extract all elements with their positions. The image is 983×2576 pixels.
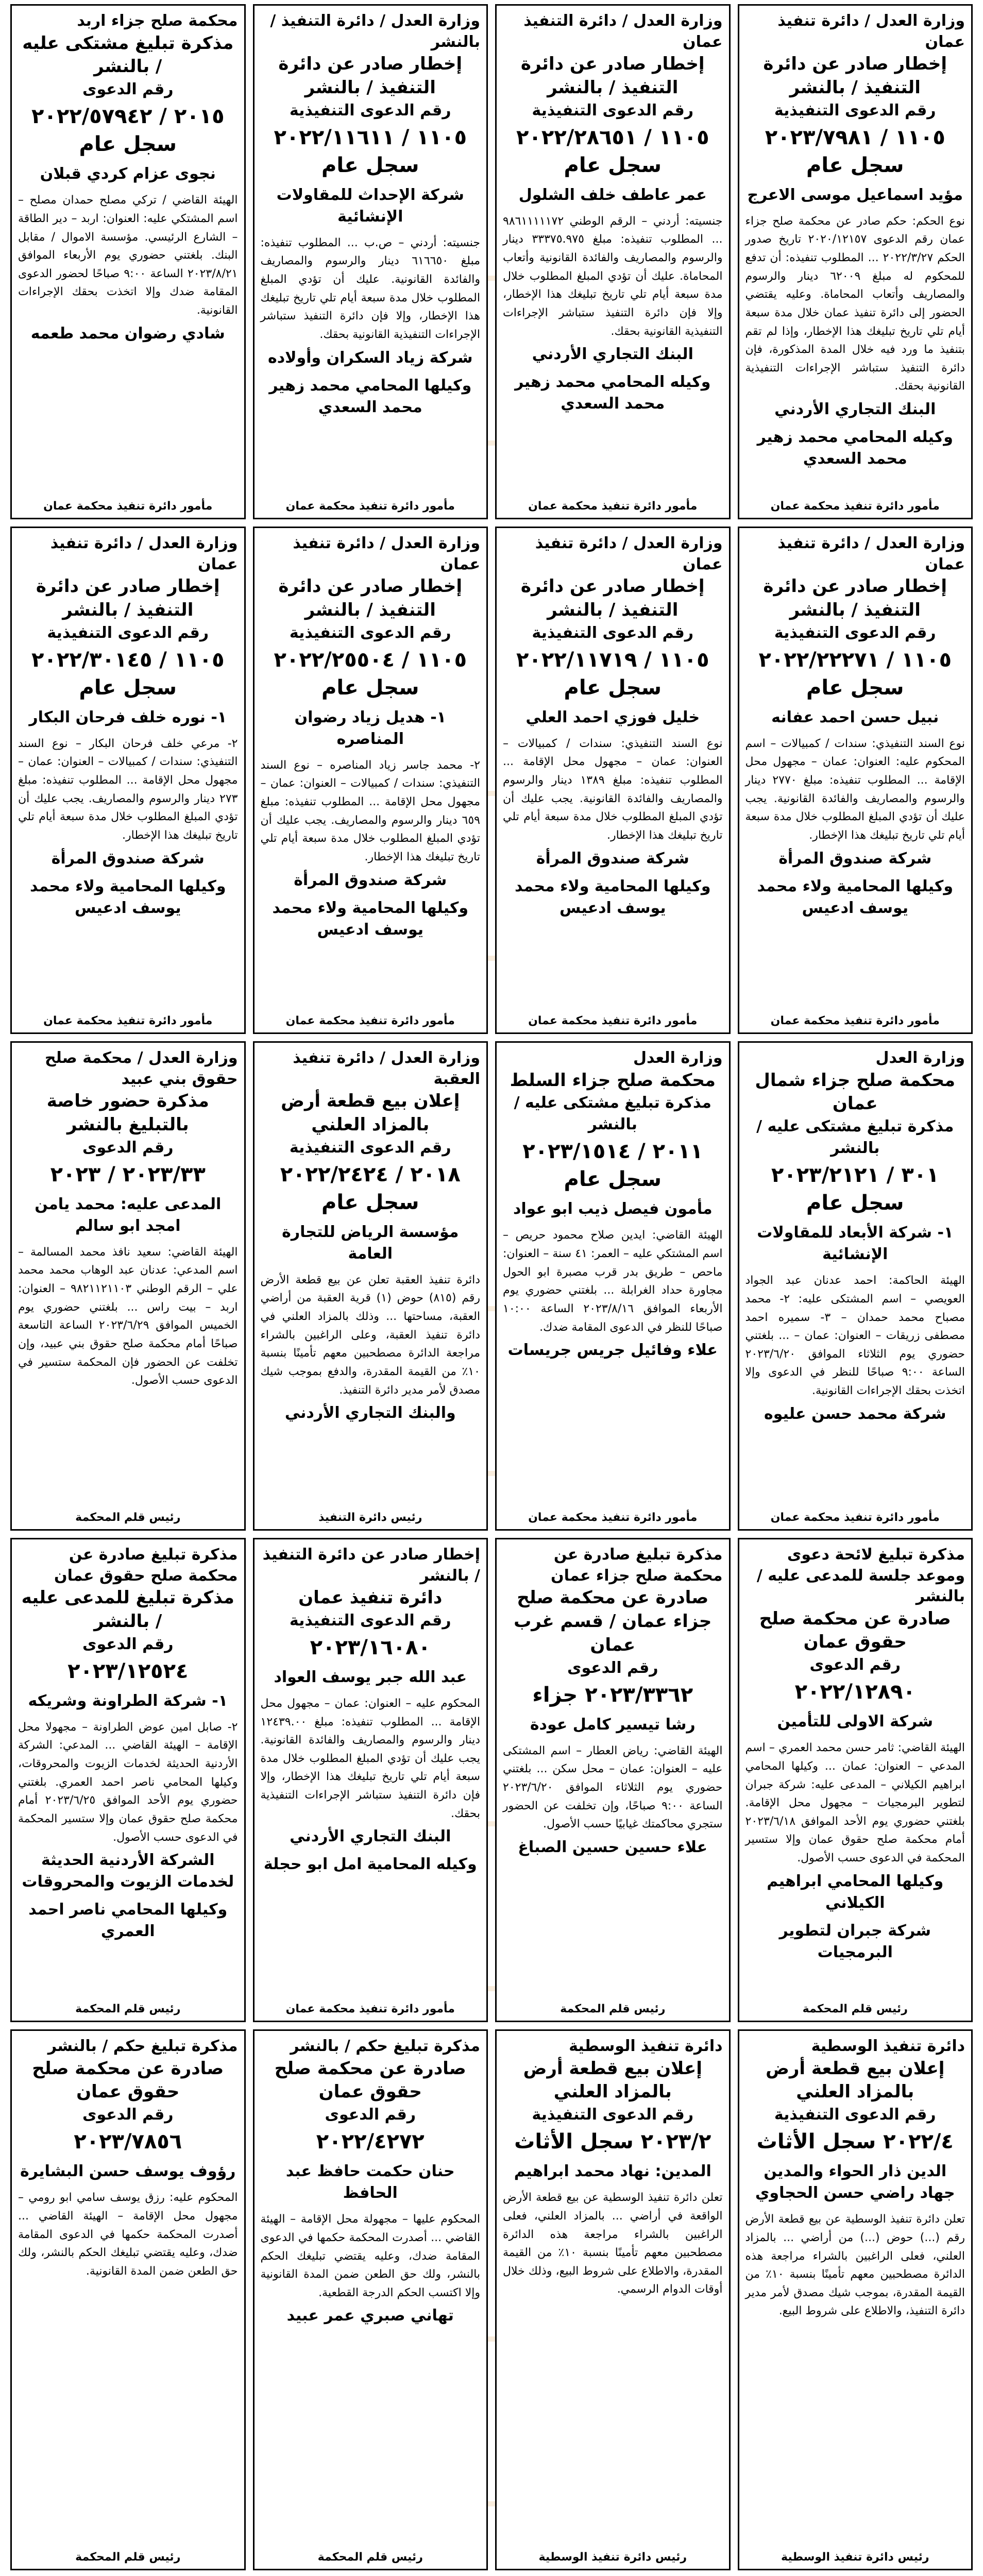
notice-body: تعلن دائرة تنفيذ الوسطية عن بيع قطعة الأرض رقم (...) حوض (...) من أراضي ... بالمزاد العلني، فعلى الراغبين بالشراء مراجعة هذه الدائرة مصطحبين معهم تأمينًا بنسبة ١٠٪ من القيمة المقدرة، بموجب شيك مصدق لأمر مدير دائرة التنفيذ، والاطلاع على شروط البيع. (745, 2213, 965, 2318)
case-number: ٢٠١١ / ٢٠٢٣/١٥١٤ سجل عام (522, 1140, 703, 1192)
notices-grid (10, 4, 973, 2570)
notice-subtitle: مذكرة تبليغ مشتكى عليه / بالنشر (514, 1094, 711, 1134)
notice-footer: رئيس دائرة تنفيذ الوسطية (538, 2551, 687, 2564)
case-number: ١١٠٥ / ٢٠٢٢/١١٧١٩ سجل عام (516, 648, 709, 700)
notice-body: جنسيته: أردني – ص.ب ... المطلوب تنفيذه: مبلغ ٦١٦٦٥٠ دينار والرسوم والمصاريف والفائدة القانونية. عليك أن تؤدي المبلغ المطلوب خلال مدة سبعة أيام تلي تاريخ تبليغك هذا الإخطار، وإلا فإن دائرة التنفيذ ستباشر الإجراءات التنفيذية القانونية بحقك. (260, 236, 480, 341)
notice-header: وزارة العدل / دائرة تنفيذ العقبة (293, 1049, 480, 1088)
notice-body: الهيئة القاضي: رياض العطار – اسم المشتكى عليه – العنوان: عمان – محل سكن ... بلغتني حضوري يوم الثلاثاء الموافق ٢٠٢٣/٦/٢٠ الساعة ٩:٠٠ صباحًا، وإن تخلفت عن الحضور ستجري محاكمتك غيابيًا حسب الأصول. (503, 1744, 723, 1831)
party-name: المدعى عليه: محمد يامن امجد ابو سالم (35, 1195, 222, 1235)
notice-title: إخطار صادر عن دائرة التنفيذ / بالنشر (520, 54, 705, 98)
creditor-name: شركة صندوق المرأة (778, 849, 932, 868)
party-name: مؤيد اسماعيل موسى الاعرج (747, 185, 963, 204)
notice-title: إخطار صادر عن دائرة التنفيذ / بالنشر (278, 54, 463, 98)
case-number: ١١٠٥ / ٢٠٢٢/٢٥٥٠٤ سجل عام (274, 648, 467, 700)
lawyer-name: وكيله المحامي محمد زهير محمد السعدي (757, 428, 953, 468)
notice-subtitle: رقم الدعوى (82, 2106, 174, 2124)
notice-body: تعلن دائرة تنفيذ الوسطية عن بيع قطعة الأرض الواقعة في أراضي ... بالمزاد العلني، فعلى الراغبين بالشراء مراجعة هذه الدائرة مصطحبين معهم تأمينًا بنسبة ١٠٪ من القيمة المقدرة، والاطلاع على شروط البيع، وذلك خلال أوقات الدوام الرسمي. (503, 2191, 723, 2296)
notice-body: الهيئة القاضي: سعيد نافذ محمد المسالمة – اسم المدعي: عدنان عبد الوهاب محمد محمد علي – الرقم الوطني ٩٨٢١١٢١١٠٣ – العنوان: اربد – بيت راس ... بلغتني حضوري يوم الخميس الموافق ٢٠٢٣/٦/٢٩ الساعة التاسعة صباحًا أمام محكمة صلح حقوق بني عبيد، وإن تخلفت عن الحضور فإن المحكمة ستسير في الدعوى حسب الأصول. (18, 1245, 238, 1387)
notice-subtitle: رقم الدعوى التنفيذية (289, 623, 451, 642)
notice-footer: رئيس قلم المحكمة (75, 2551, 181, 2564)
notice-footer: مأمور دائرة تنفيذ محكمة عمان (43, 500, 213, 513)
notice-subtitle: رقم الدعوى (82, 1635, 174, 1653)
party-name: عبد الله جبر يوسف العواد (274, 1668, 467, 1686)
notice-footer: رئيس دائرة التنفيذ (318, 1511, 422, 1524)
notice-title: إخطار صادر عن دائرة التنفيذ / بالنشر (520, 576, 705, 620)
notice-title: إخطار صادر عن دائرة التنفيذ / بالنشر (278, 576, 463, 620)
notice-body: المحكوم عليه – العنوان: عمان – مجهول محل الإقامة ... المطلوب تنفيذه: مبلغ ١٢٤٣٩.٠٠ دينار والرسوم والمصاريف والفائدة القانونية. يجب عليك أن تؤدي المبلغ المطلوب خلال مدة سبعة أيام تلي تاريخ تبليغك هذا الإخطار، وإلا فإن دائرة التنفيذ ستباشر الإجراءات التنفيذية بحقك. (260, 1697, 480, 1820)
notice-body: المحكوم عليها – مجهولة محل الإقامة – الهيئة القاضي ... أصدرت المحكمة حكمها في الدعوى المقامة ضدك، وعليه يقتضي تبليغك الحكم بالنشر، ولك حق الطعن ضمن المدة القانونية وإلا اكتسب الحكم الدرجة القطعية. (260, 2213, 480, 2299)
creditor-name: تهاني صبري عمر عبيد (286, 2307, 454, 2325)
notice-title: إخطار صادر عن دائرة التنفيذ / بالنشر (763, 576, 947, 620)
party-name: ١- شركة الطراونة وشريكه (28, 1691, 228, 1710)
lawyer-name: وكيلها المحامية ولاء محمد يوسف ادعيس (272, 899, 468, 939)
notice-title: صادرة عن محكمة صلح حقوق عمان (759, 1608, 951, 1653)
notice-subtitle: رقم الدعوى التنفيذية (532, 623, 694, 642)
case-number: ١١٠٥ / ٢٠٢٢/٢٢٢٧١ سجل عام (758, 648, 952, 700)
lawyer-name: شركة جبران لتطوير البرمجيات (779, 1921, 931, 1961)
notice-body: الهيئة الحاكمة: احمد عدنان عبد الجواد العويصي – اسم المشتكى عليه: ٢- محمد مصباح محمد حمدان – ٣- سميره احمد مصطفى زريقات – العنوان: عمان – ... بلغتني حضوري يوم الثلاثاء الموافق ٢٠٢٣/٦/٢٠ الساعة ٩:٠٠ صباحًا للنظر في الدعوى وإلا اتخذت بحقك الإجراءات القانونية. (745, 1274, 965, 1398)
notice-body: الهيئة القاضي: ثامر حسن محمد العمري – اسم المدعي – العنوان: عمان ... وكيلها المحامي ابراهيم الكيلاني – المدعى عليه: شركة جبران لتطوير البرمجيات – مجهول محل الإقامة. بلغتني حضوري يوم الأحد الموافق ٢٠٢٣/٦/١٨ أمام محكمة صلح حقوق عمان وإلا ستسير المحكمة في الدعوى حسب الأصول. (745, 1741, 965, 1865)
notice-card (738, 527, 973, 1034)
case-number: ٢٠٢٢/١٢٨٩٠ (794, 1680, 916, 1704)
party-name: رشا تيسير كامل عودة (530, 1715, 696, 1734)
case-number: ١١٠٥ / ٢٠٢٣/٧٩٨١ سجل عام (765, 125, 945, 177)
notice-footer: مأمور دائرة تنفيذ محكمة عمان (770, 1511, 940, 1524)
notice-card (10, 4, 246, 519)
notice-title: إعلان بيع قطعة أرض بالمزاد العلني (523, 2058, 702, 2103)
notice-card (495, 2029, 731, 2570)
notice-header: دائرة تنفيذ الوسطية (811, 2037, 965, 2055)
notice-header: وزارة العدل / دائرة التنفيذ / بالنشر (270, 12, 480, 51)
party-name: خليل فوزي احمد العلي (526, 708, 700, 726)
notice-subtitle: رقم الدعوى التنفيذية (774, 623, 936, 642)
notice-header: وزارة العدل / دائرة تنفيذ عمان (535, 534, 723, 573)
creditor-name: علاء حسين حسين الصباغ (518, 1838, 708, 1856)
notice-header: مذكرة تبليغ حكم / بالنشر (47, 2037, 238, 2055)
notice-card (495, 1041, 731, 1531)
party-name: ١- شركة الأبعاد للمقاولات الإنشائية (757, 1224, 954, 1264)
creditor-name: البنك التجاري الأردني (532, 345, 693, 364)
notice-title: إخطار صادر عن دائرة التنفيذ / بالنشر (763, 54, 947, 98)
case-number: ٢٠٢٢/٤٢٧٢ (316, 2130, 425, 2154)
notice-header: وزارة العدل (633, 1049, 723, 1067)
notice-footer: رئيس قلم المحكمة (560, 2003, 666, 2015)
notice-footer: مأمور دائرة تنفيذ محكمة عمان (43, 1014, 213, 1027)
notice-footer: مأمور دائرة تنفيذ محكمة عمان (770, 1014, 940, 1027)
notice-card (10, 2029, 246, 2570)
creditor-name: والبنك التجاري الأردني (284, 1404, 456, 1422)
notice-header: وزارة العدل / دائرة تنفيذ عمان (293, 534, 480, 573)
notice-card (253, 527, 488, 1034)
party-name: ١- نوره خلف فرحان البكار (29, 708, 227, 726)
notice-subtitle: رقم الدعوى التنفيذية (47, 623, 209, 642)
notice-card (495, 527, 731, 1034)
notice-body: نوع الحكم: حكم صادر عن محكمة صلح جزاء عمان رقم الدعوى ٢٠٢٠/١٢١٥٧ تاريخ صدور الحكم ٢٠٢٢/٣/٢٧ ... المطلوب تنفيذه: أن تدفع للمحكوم له مبلغ ٦٢٠٠٩ دينار والرسوم والمصاريف وأتعاب المحاماة. وعليه يقتضي الحضور إلى دائرة تنفيذ عمان خلال مدة سبعة أيام تلي تاريخ تبليغك هذا الإخطار، وإذا لم تقم بتنفيذ ما ورد فيه خلال المدة المذكورة، فإن دائرة التنفيذ ستباشر الإجراءات التنفيذية القانونية بحقك. (745, 214, 965, 393)
notice-subtitle: رقم الدعوى التنفيذية (532, 2106, 694, 2124)
creditor-name: شركة صندوق المرأة (536, 849, 689, 868)
case-number: ٢٠٢٣/١٦٠٨٠ (310, 1635, 431, 1659)
notice-card (253, 1538, 488, 2022)
notice-card (495, 1538, 731, 2022)
notice-card (253, 4, 488, 519)
notice-subtitle: رقم الدعوى (567, 1658, 658, 1677)
notice-title: محكمة صلح جزاء شمال عمان (755, 1070, 956, 1114)
party-name: عمر عاطف خلف الشلول (518, 185, 707, 204)
notice-header: وزارة العدل / دائرة تنفيذ عمان (50, 534, 238, 573)
case-number: ٢٠٢٣/٢ سجل الأثاث (514, 2130, 711, 2154)
creditor-name: شادي رضوان محمد طعمه (30, 324, 225, 343)
notice-title: دائرة تنفيذ عمان (298, 1587, 443, 1608)
party-name: نبيل حسن احمد عفانه (771, 708, 939, 726)
notice-subtitle: رقم الدعوى التنفيذية (774, 101, 936, 120)
notice-header: محكمة صلح جزاء اربد (77, 12, 238, 30)
party-name: مؤسسة الرياض للتجارة العامة (282, 1223, 459, 1263)
notice-footer: مأمور دائرة تنفيذ محكمة عمان (528, 500, 698, 513)
notice-header: مذكرة تبليغ صادرة عن محكمة صلح جزاء عمان (550, 1546, 723, 1585)
notice-subtitle: رقم الدعوى (325, 2106, 416, 2124)
lawyer-name: وكيله المحامي محمد زهير محمد السعدي (515, 373, 711, 413)
creditor-name: شركة محمد حسن عليوه (764, 1404, 946, 1423)
notice-title: مذكرة تبليغ للمدعى عليه / بالنشر (21, 1587, 234, 1632)
notice-title: إعلان بيع قطعة أرض بالمزاد العلني (766, 2058, 945, 2103)
notice-header: وزارة العدل (875, 1049, 965, 1067)
notice-footer: مأمور دائرة تنفيذ محكمة عمان (528, 1014, 698, 1027)
lawyer-name: وكيلها المحامية ولاء محمد يوسف ادعيس (514, 877, 711, 917)
case-number: ٢٠٢٢/٤ سجل الأثاث (756, 2130, 954, 2154)
notice-card (738, 1041, 973, 1531)
lawyer-name: وكيلها المحامي محمد زهير محمد السعدي (269, 376, 472, 416)
notice-header: وزارة العدل / دائرة تنفيذ عمان (777, 12, 965, 51)
party-name: نجوى عزام كردي قبلان (40, 165, 216, 183)
notice-card (10, 1538, 246, 2022)
notice-footer: رئيس قلم المحكمة (317, 2551, 423, 2564)
notice-footer: رئيس قلم المحكمة (75, 2003, 181, 2015)
notice-footer: رئيس قلم المحكمة (802, 2003, 908, 2015)
notice-subtitle: رقم الدعوى التنفيذية (289, 1611, 451, 1630)
notice-footer: مأمور دائرة تنفيذ محكمة عمان (770, 500, 940, 513)
notice-header: مذكرة تبليغ صادرة عن محكمة صلح حقوق عمان (54, 1546, 238, 1585)
notice-title: مذكرة حضور خاصة بالتبليغ بالنشر (46, 1091, 209, 1135)
notice-body: ٢- مرعي خلف فرحان البكار – نوع السند التنفيذي: سندات / كمبيالات – العنوان: عمان – مجهول محل الإقامة ... المطلوب تنفيذه: مبلغ ٢٧٣ دينار والرسوم والمصاريف. يجب عليك أن تؤدي المبلغ المطلوب خلال مدة سبعة أيام تلي تاريخ تبليغك هذا الإخطار. (18, 737, 238, 842)
case-number: ٢٠٢٣/٣٣٦٢ جزاء (532, 1683, 693, 1707)
notice-body: المحكوم عليه: رزق يوسف سامي ابو رومي – مجهول محل الإقامة – الهيئة القاضي ... أصدرت المحكمة حكمها في الدعوى المقامة ضدك، وعليه يقتضي تبليغك الحكم بالنشر، ولك حق الطعن ضمن المدة القانونية. (18, 2191, 238, 2278)
lawyer-name: وكيلها المحامية ولاء محمد يوسف ادعيس (757, 877, 953, 917)
party-name: المدين: نهاد محمد ابراهيم (514, 2162, 711, 2181)
notice-body: ٢- محمد جاسر زياد المناصره – نوع السند التنفيذي: سندات / كمبيالات – العنوان: عمان – مجهول محل الإقامة ... المطلوب تنفيذه: مبلغ ٦٥٩ دينار والرسوم والمصاريف. يجب عليك أن تؤدي المبلغ المطلوب خلال مدة سبعة أيام تلي تاريخ تبليغك هذا الإخطار. (260, 758, 480, 863)
creditor-name: شركة صندوق المرأة (51, 849, 205, 868)
notice-footer: مأمور دائرة تنفيذ محكمة عمان (285, 1014, 455, 1027)
creditor-name: شركة زياد السكران وأولاده (268, 348, 473, 367)
lawyer-name: وكيلها المحامي ناصر احمد العمري (28, 1901, 228, 1941)
notice-body: الهيئة القاضي: ايدين صلاح محمود حريص – اسم المشتكي عليه – العمر: ٤١ سنة – العنوان: ماحص – طريق بدر قرب مصبرة ابو الحول مجاورة حداد الغرابلة ... بلغتني حضوري يوم الأربعاء الموافق ٢٠٢٣/٨/١٦ الساعة ١٠:٠٠ صباحًا للنظر في الدعوى المقامة ضدك. (503, 1229, 723, 1334)
party-name: شركة الإحداث للمقاولات الإنشائية (276, 185, 464, 226)
creditor-name: علاء وفائيل جريس جريسات (507, 1341, 718, 1360)
case-number: ١١٠٥ / ٢٠٢٢/٢٨٦٥١ سجل عام (516, 125, 709, 177)
party-name: رؤوف يوسف حسن البشايرة (20, 2162, 236, 2181)
case-number: ٢٠٢٣/٣٣ / ٢٠٢٣ (50, 1162, 206, 1187)
notice-body: نوع السند التنفيذي: سندات / كمبيالات – اسم المحكوم عليه: العنوان: عمان – مجهول محل الإقامة ... المطلوب تنفيذه: مبلغ ٢٧٧٠ دينار والرسوم والمصاريف والفائدة القانونية. يجب عليك أن تؤدي المبلغ المطلوب خلال مدة سبعة أيام تلي تاريخ تبليغك هذا الإخطار. (745, 737, 965, 842)
notice-footer: مأمور دائرة تنفيذ محكمة عمان (528, 1511, 698, 1524)
notice-footer: مأمور دائرة تنفيذ محكمة عمان (285, 2003, 455, 2015)
notice-subtitle: رقم الدعوى (82, 1138, 174, 1157)
notice-title: مذكرة تبليغ مشتكى عليه / بالنشر (22, 32, 234, 77)
notice-card (495, 4, 731, 519)
notice-header: وزارة العدل / دائرة التنفيذ عمان (523, 12, 723, 51)
notice-subtitle: رقم الدعوى التنفيذية (532, 101, 694, 120)
creditor-name: الشركة الأردنية الحديثة لخدمات الزيوت والمحروقات (22, 1851, 234, 1891)
notice-footer: مأمور دائرة تنفيذ محكمة عمان (285, 500, 455, 513)
notice-title: محكمة صلح جزاء السلط (510, 1070, 716, 1091)
notice-title: صادرة عن محكمة صلح حقوق عمان (32, 2058, 224, 2103)
case-number: ٢٠٢٣/٧٨٥٦ (74, 2130, 182, 2154)
notice-card (253, 2029, 488, 2570)
notice-card (738, 1538, 973, 2022)
notice-subtitle: رقم الدعوى التنفيذية (289, 1138, 451, 1157)
notice-title: إخطار صادر عن دائرة التنفيذ / بالنشر (36, 576, 220, 620)
lawyer-name: وكيلها المحامية ولاء محمد يوسف ادعيس (29, 877, 226, 917)
notice-header: وزارة العدل / محكمة صلح حقوق بني عبيد (44, 1049, 238, 1088)
lawyer-name: وكيله المحامية امل ابو حجلة (263, 1855, 477, 1874)
notice-header: إخطار صادر عن دائرة التنفيذ / بالنشر (262, 1546, 480, 1585)
notice-header: دائرة تنفيذ الوسطية (569, 2037, 723, 2055)
party-name: الدين ذار الحواء والمدين جهاد راضي حسن الحجاوي (755, 2162, 955, 2202)
case-number: ٢٠١٨ / ٢٠٢٢/٢٤٢٤ سجل عام (280, 1162, 461, 1214)
notice-header: مذكرة تبليغ حكم / بالنشر (290, 2037, 480, 2055)
notice-card (253, 1041, 488, 1531)
case-number: ٢٠٢٣/١٢٥٢٤ (67, 1659, 189, 1683)
case-number: ١١٠٥ / ٢٠٢٢/١١٦١١ سجل عام (274, 125, 467, 177)
creditor-name: البنك التجاري الأردني (290, 1827, 451, 1846)
notice-card (10, 527, 246, 1034)
notice-header: مذكرة تبليغ لائحة دعوى وموعد جلسة للمدعى عليه / بالنشر (756, 1546, 965, 1605)
notice-footer: رئيس دائرة تنفيذ الوسطية (781, 2551, 929, 2564)
notice-card (738, 2029, 973, 2570)
creditor-name: وكيلها المحامي ابراهيم الكيلاني (767, 1872, 944, 1912)
creditor-name: البنك التجاري الأردني (774, 400, 936, 419)
notice-body: نوع السند التنفيذي: سندات / كمبيالات – العنوان: عمان – مجهول محل الإقامة ... المطلوب تنفيذه: مبلغ ١٣٨٩ دينار والرسوم والمصاريف والفائدة القانونية. يجب عليك أن تؤدي المبلغ المطلوب خلال مدة سبعة أيام تلي تاريخ تبليغك هذا الإخطار. (503, 737, 723, 842)
creditor-name: شركة صندوق المرأة (294, 871, 447, 889)
notice-body: دائرة تنفيذ العقبة تعلن عن بيع قطعة الأرض رقم (٨١٥) حوض (١) قرية العقبة من أراضي العقبة، مساحتها ... وذلك بالمزاد العلني في دائرة تنفيذ العقبة، وعلى الراغبين بالشراء مراجعة الدائرة مصطحبين معهم تأمينًا بنسبة ١٠٪ من القيمة المقدرة، والدفع بموجب شيك مصدق لأمر مدير دائرة التنفيذ. (260, 1273, 481, 1397)
party-name: مأمون فيصل ذيب ابو عواد (513, 1200, 713, 1218)
notice-title: صادرة عن محكمة صلح حقوق عمان (274, 2058, 466, 2103)
notice-body: جنسيته: أردني – الرقم الوطني ٩٨٦١١١١١٧٢ ... المطلوب تنفيذه: مبلغ ٣٣٣٧٥.٩٧٥ دينار والرسوم والمصاريف والفائدة القانونية وأتعاب المحاماة. عليك أن تؤدي المبلغ المطلوب خلال مدة سبعة أيام تلي تاريخ تبليغك هذا الإخطار، وإلا فإن دائرة التنفيذ ستباشر الإجراءات التنفيذية القانونية بحقك. (503, 214, 723, 338)
notice-subtitle: رقم الدعوى (809, 1656, 901, 1674)
case-number: ٣٠١ / ٢٠٢٣/٢١٢١ سجل عام (771, 1163, 939, 1215)
notice-subtitle: مذكرة تبليغ مشتكى عليه / بالنشر (756, 1117, 954, 1158)
party-name: ١- هديل زياد رضوان المناصره (294, 708, 446, 748)
notice-title: صادرة عن محكمة صلح جزاء عمان / قسم غرب عمان (514, 1587, 712, 1655)
case-number: ١١٠٥ / ٢٠٢٢/٣٠١٤٥ سجل عام (31, 648, 225, 700)
party-name: حنان حكمت حافظ عبد الحافظ (285, 2162, 455, 2202)
case-number: ٢٠١٥ / ٢٠٢٢/٥٧٩٤٢ سجل عام (31, 105, 225, 157)
notice-body: الهيئة القاضي / تركي مصلح حمدان مصلح – اسم المشتكي عليه: العنوان: اربد – دير الطاقة – الشارع الرئيسي. مؤسسة الاموال / مقابل البنك. بلغتني حضوري يوم الأربعاء الموافق ٢٠٢٣/٨/٢١ الساعة ٩:٠٠ صباحًا لحضور الدعوى المقامة ضدك وإلا اتخذت بحقك الإجراءات القانونية. (18, 194, 238, 317)
notice-body: ٢- صابل امين عوض الطراونة – مجهولا محل الإقامة – الهيئة القاضي ... المدعي: الشركة الأردنية الحديثة لخدمات الزيوت والمحروقات، وكيلها المحامي ناصر احمد العمري. بلغتني حضوري يوم الأحد الموافق ٢٠٢٣/٦/٢٥ أمام محكمة صلح حقوق عمان وإلا ستسير المحكمة في الدعوى حسب الأصول. (18, 1720, 238, 1844)
notice-card (738, 4, 973, 519)
notice-header: وزارة العدل / دائرة تنفيذ عمان (777, 534, 965, 573)
notice-title: إعلان بيع قطعة أرض بالمزاد العلني (281, 1091, 460, 1135)
notice-subtitle: رقم الدعوى التنفيذية (289, 101, 451, 120)
notice-subtitle: رقم الدعوى (82, 80, 174, 99)
notice-card (10, 1041, 246, 1531)
notice-footer: رئيس قلم المحكمة (75, 1511, 181, 1524)
party-name: شركة الاولى للتأمين (777, 1713, 933, 1731)
notice-subtitle: رقم الدعوى التنفيذية (774, 2106, 936, 2124)
